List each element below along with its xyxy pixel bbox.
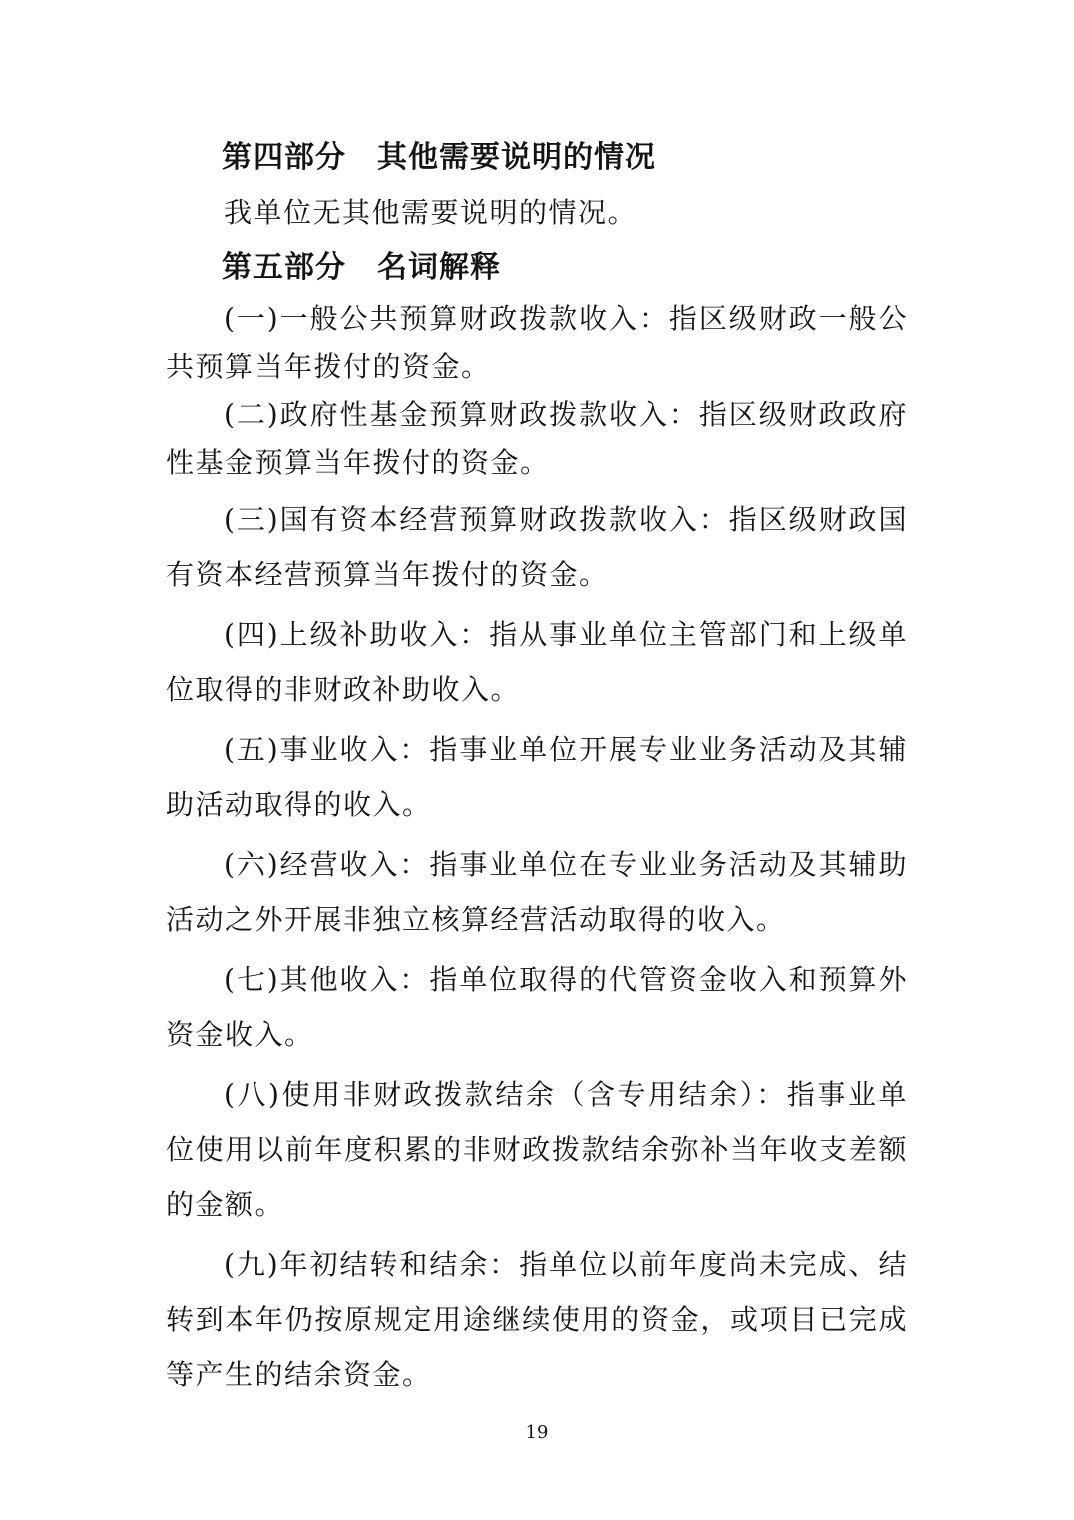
- definition-paragraph-1: (一)一般公共预算财政拨款收入：指区级财政一般公共预算当年拨付的资金。: [166, 302, 908, 383]
- definition-paragraph-2: (二)政府性基金预算财政拨款收入：指区级财政政府性基金预算当年拨付的资金。: [166, 398, 908, 479]
- part4-body-paragraph: 我单位无其他需要说明的情况。: [224, 196, 638, 229]
- definition-paragraph-5: (五)事业收入：指事业单位开展专业业务活动及其辅助活动取得的收入。: [166, 733, 908, 821]
- definition-paragraph-9: (九)年初结转和结余：指单位以前年度尚未完成、结转到本年仍按原规定用途继续使用的资金，或项目已完成等产生的结余资金。: [166, 1248, 908, 1391]
- definition-paragraph-6: (六)经营收入：指事业单位在专业业务活动及其辅助活动之外开展非独立核算经营活动取得的收入。: [166, 848, 908, 936]
- definition-paragraph-3: (三)国有资本经营预算财政拨款收入：指区级财政国有资本经营预算当年拨付的资金。: [166, 503, 908, 591]
- definition-paragraph-7: (七)其他收入：指单位取得的代管资金收入和预算外资金收入。: [166, 963, 908, 1051]
- definition-paragraph-8: (八)使用非财政拨款结余（含专用结余）：指事业单位使用以前年度积累的非财政拨款结余弥补当年收支差额的金额。: [166, 1078, 908, 1221]
- part5-heading: 第五部分 名词解释: [222, 250, 501, 285]
- page-number: 19: [525, 1422, 549, 1443]
- part4-heading: 第四部分 其他需要说明的情况: [222, 140, 656, 175]
- definition-paragraph-4: (四)上级补助收入：指从事业单位主管部门和上级单位取得的非财政补助收入。: [166, 618, 908, 706]
